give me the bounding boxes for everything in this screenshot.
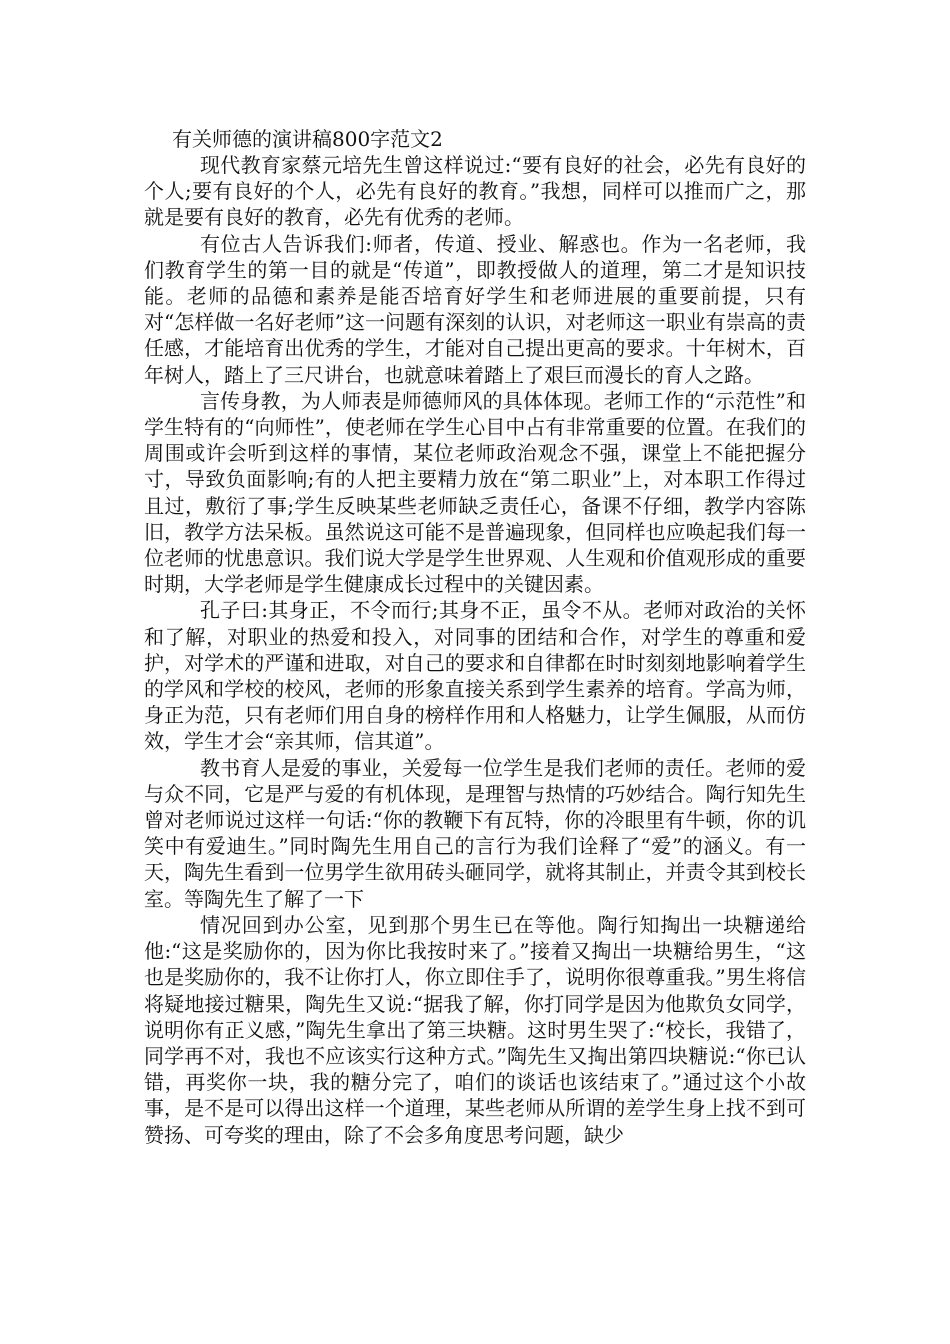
paragraph-5: 教书育人是爱的事业，关爱每一位学生是我们老师的责任。老师的爱与众不同，它是严与爱的有机体现，是理智与热情的巧妙结合。陶行知先生曾对老师说过这样一句话:“你的教鞭下有瓦特，你的冷眼里有牛顿，你的讥笑中有爱迪生。”同时陶先生用自己的言行为我们诠释了“爱”的涵义。有一天，陶先生看到一位男学生欲用砖头砸同学，就将其制止，并责令其到校长室。等陶先生了解了一下 [144,755,806,911]
paragraph-2: 有位古人告诉我们:师者，传道、授业、解惑也。作为一名老师，我们教育学生的第一目的就是“传道”，即教授做人的道理，第二才是知识技能。老师的品德和素养是能否培育好学生和老师进展的重要前提，只有对“怎样做一名好老师”这一问题有深刻的认识，对老师这一职业有崇高的责任感，才能培育出优秀的学生，才能对自己提出更高的要求。十年树木，百年树人，踏上了三尺讲台，也就意味着踏上了艰巨而漫长的育人之路。 [144,231,806,387]
paragraph-4: 孔子曰:其身正，不令而行;其身不正，虽令不从。老师对政治的关怀和了解，对职业的热爱和投入，对同事的团结和合作，对学生的尊重和爱护，对学术的严谨和进取，对自己的要求和自律都在时时刻刻地影响着学生的学风和学校的校风，老师的形象直接关系到学生素养的培育。学高为师，身正为范，只有老师们用自身的榜样作用和人格魅力，让学生佩服，从而仿效，学生才会“亲其师，信其道”。 [144,598,806,754]
paragraph-3: 言传身教，为人师表是师德师风的具体体现。老师工作的“示范性”和学生特有的“向师性”，使老师在学生心目中占有非常重要的位置。在我们的周围或许会听到这样的事情，某位老师政治观念不强，课堂上不能把握分寸，导致负面影响;有的人把主要精力放在“第二职业”上，对本职工作得过且过，敷衍了事;学生反映某些老师缺乏责任心，备课不仔细，教学内容陈旧，教学方法呆板。虽然说这可能不是普遍现象，但同样也应唤起我们每一位老师的忧患意识。我们说大学是学生世界观、人生观和价值观形成的重要时期，大学老师是学生健康成长过程中的关键因素。 [144,388,806,597]
paragraph-1: 现代教育家蔡元培先生曾这样说过:“要有良好的社会，必先有良好的个人;要有良好的个人，必先有良好的教育。”我想，同样可以推而广之，那就是要有良好的教育，必先有优秀的老师。 [144,153,806,230]
document-body [144,126,806,1148]
document-title: 有关师德的演讲稿800字范文2 [172,127,443,151]
paragraph-6: 情况回到办公室，见到那个男生已在等他。陶行知掏出一块糖递给他:“这是奖励你的，因为你比我按时来了。”接着又掏出一块糖给男生，“这也是奖励你的，我不让你打人，你立即住手了，说明你很尊重我。”男生将信将疑地接过糖果，陶先生又说:“据我了解，你打同学是因为他欺负女同学，说明你有正义感，”陶先生拿出了第三块糖。这时男生哭了:“校长，我错了，同学再不对，我也不应该实行这种方式。”陶先生又掏出第四块糖说:“你已认错，再奖你一块，我的糖分完了，咱们的谈话也该结束了。”通过这个小故事，是不是可以得出这样一个道理，某些老师从所谓的差学生身上找不到可赞扬、可夸奖的理由，除了不会多角度思考问题，缺少 [144,912,806,1147]
